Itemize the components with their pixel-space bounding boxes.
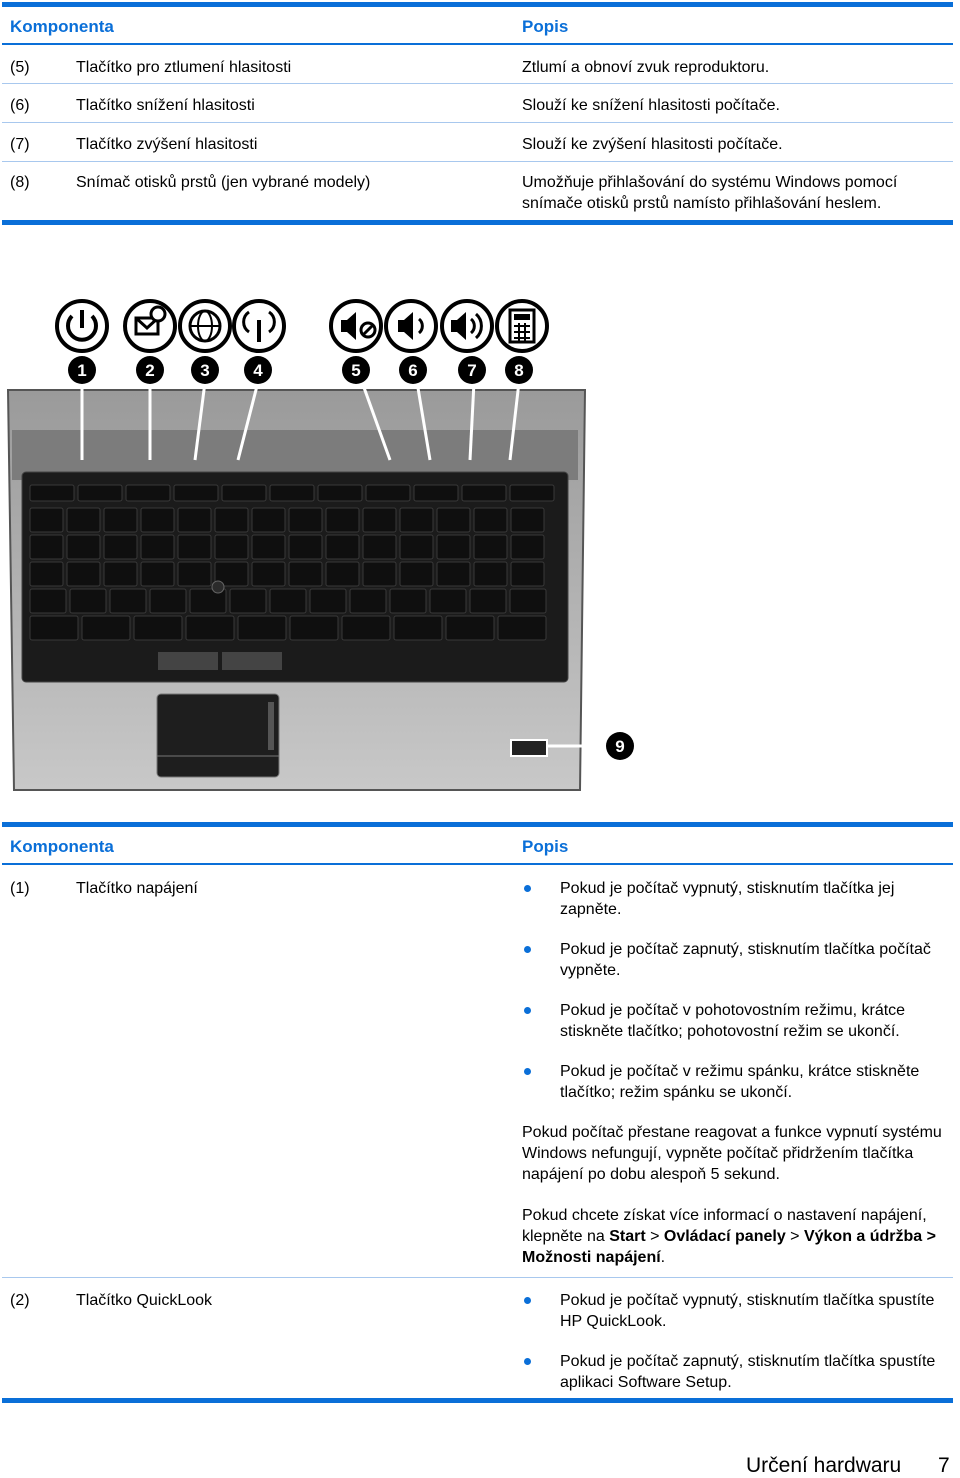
fingerprint-reader	[511, 740, 547, 756]
keyboard-key	[511, 508, 544, 532]
keyboard-key	[363, 562, 396, 586]
keyboard-key	[104, 562, 137, 586]
keyboard-key	[30, 508, 63, 532]
callout-number: 2	[145, 361, 155, 380]
component-table-top	[2, 2, 953, 225]
keyboard-key	[474, 535, 507, 559]
footer-page-number: 7	[938, 1454, 950, 1477]
keyboard-key	[510, 589, 546, 613]
keyboard-key	[470, 589, 506, 613]
row-number: (1)	[10, 880, 30, 897]
keyboard-key	[150, 589, 186, 613]
row-number: (6)	[10, 97, 30, 114]
callout-marker	[458, 356, 486, 384]
keyboard-key	[215, 535, 248, 559]
header-component: Komponenta	[10, 17, 114, 36]
callout-number: 3	[200, 361, 210, 380]
menu-path-start: Start	[609, 1228, 646, 1245]
callout-number: 1	[77, 361, 87, 380]
keyboard-key	[326, 535, 359, 559]
row-number: (7)	[10, 136, 30, 153]
keyboard-key	[326, 508, 359, 532]
keyboard-key	[342, 616, 390, 640]
row-component: Snímač otisků prstů (jen vybrané modely)	[76, 174, 371, 191]
keyboard-key	[437, 535, 470, 559]
callout-number: 7	[467, 361, 477, 380]
keyboard-key	[446, 616, 494, 640]
menu-path-control-panel: Ovládací panely	[663, 1228, 786, 1245]
keyboard-key	[104, 508, 137, 532]
callout-marker	[399, 356, 427, 384]
keyboard-key	[270, 589, 306, 613]
keyboard-key	[252, 508, 285, 532]
text: .	[660, 1249, 666, 1266]
table-row	[2, 45, 953, 84]
keyboard-key	[174, 485, 218, 501]
note-paragraph: Pokud počítač přestane reagovat a funkce vypnutí systému Windows nefungují, vypněte počítač přidržením tlačítka napájení po dobu alespoň 5 sekund.	[522, 1124, 942, 1183]
table-row	[2, 1278, 953, 1398]
list-item: Pokud je počítač vypnutý, stisknutím tlačítka jej zapněte.	[522, 878, 947, 920]
power-settings-paragraph	[522, 1205, 947, 1268]
callout-marker	[606, 732, 634, 760]
wireless-icon	[234, 301, 284, 351]
list-item: Pokud je počítač v pohotovostním režimu, krátce stiskněte tlačítko; pohotovostní režim se ukončí.	[522, 1000, 947, 1042]
callout-number: 4	[253, 361, 263, 380]
keyboard-key	[186, 616, 234, 640]
keyboard-key	[289, 562, 322, 586]
keyboard-key	[215, 508, 248, 532]
callout-marker	[136, 356, 164, 384]
callout-marker	[342, 356, 370, 384]
pointing-stick-button-right	[222, 652, 282, 670]
table-row	[2, 162, 953, 220]
keyboard-key	[30, 562, 63, 586]
keyboard-key	[363, 508, 396, 532]
keyboard-key	[252, 535, 285, 559]
keyboard-key	[30, 535, 63, 559]
touchpad-scroll-zone	[268, 702, 274, 750]
keyboard-key	[238, 616, 286, 640]
menu-path-separator: >	[645, 1228, 664, 1245]
row-description	[522, 878, 947, 1288]
menu-path-separator: >	[785, 1228, 804, 1245]
list-item: Pokud je počítač vypnutý, stisknutím tlačítka spustíte HP QuickLook.	[522, 1290, 947, 1332]
header-component: Komponenta	[10, 837, 114, 856]
row-number: (5)	[10, 59, 30, 76]
list-item: Pokud je počítač zapnutý, stisknutím tlačítka spustíte aplikaci Software Setup.	[522, 1351, 947, 1393]
table-row	[2, 123, 953, 162]
keyboard-key	[134, 616, 182, 640]
keyboard-key	[414, 485, 458, 501]
row-description: Umožňuje přihlašování do systému Windows pomocí snímače otisků prstů namísto přihlašování heslem.	[522, 174, 898, 212]
component-table-bottom	[2, 822, 953, 1403]
power-icon	[57, 301, 107, 351]
quicklook-icon	[125, 301, 175, 351]
keyboard-key	[178, 535, 211, 559]
callout-marker	[244, 356, 272, 384]
keyboard-key	[474, 508, 507, 532]
keyboard-key	[178, 562, 211, 586]
keyboard-key	[350, 589, 386, 613]
callout-marker	[191, 356, 219, 384]
keyboard-key	[498, 616, 546, 640]
keyboard-key	[400, 508, 433, 532]
row-number: (2)	[10, 1292, 30, 1309]
keyboard-key	[78, 485, 122, 501]
list-item: Pokud je počítač zapnutý, stisknutím tlačítka počítač vypněte.	[522, 939, 947, 981]
callout-number: 8	[514, 361, 524, 380]
text: Pokud chcete získat více informací o nastavení napájení, klepněte na	[522, 1207, 927, 1245]
keyboard-key	[400, 535, 433, 559]
keyboard-key	[363, 535, 396, 559]
row-description: Slouží ke zvýšení hlasitosti počítače.	[522, 136, 783, 153]
callout-number: 5	[351, 361, 361, 380]
keyboard-key	[270, 485, 314, 501]
keyboard-key	[289, 535, 322, 559]
volume-up-icon	[442, 301, 492, 351]
keyboard-key	[290, 616, 338, 640]
pointing-stick-button-left	[158, 652, 218, 670]
web-icon	[180, 301, 230, 351]
row-description: Ztlumí a obnoví zvuk reproduktoru.	[522, 59, 770, 76]
callout-marker	[68, 356, 96, 384]
keyboard-key	[510, 485, 554, 501]
keyboard-key	[230, 589, 266, 613]
keyboard-key	[394, 616, 442, 640]
menu-path-power-options: Možnosti napájení	[522, 1249, 661, 1266]
keyboard-key	[141, 562, 174, 586]
keyboard-key	[110, 589, 146, 613]
keyboard-key	[141, 535, 174, 559]
callout-number: 6	[408, 361, 418, 380]
row-component: Tlačítko QuickLook	[76, 1292, 213, 1309]
keyboard-key	[289, 508, 322, 532]
keyboard-key	[82, 616, 130, 640]
keyboard-key	[366, 485, 410, 501]
header-description: Popis	[522, 17, 569, 36]
keyboard-key	[30, 485, 74, 501]
laptop-top-view-figure	[0, 290, 960, 810]
keyboard-key	[430, 589, 466, 613]
keyboard-key	[141, 508, 174, 532]
keyboard-key	[437, 508, 470, 532]
keyboard-key	[67, 508, 100, 532]
row-component: Tlačítko zvýšení hlasitosti	[76, 136, 258, 153]
table-row	[2, 865, 953, 1278]
table-row	[2, 84, 953, 123]
keyboard-key	[318, 485, 362, 501]
keyboard-key	[104, 535, 137, 559]
callout-marker	[505, 356, 533, 384]
table-header	[2, 827, 953, 863]
keyboard-key	[390, 589, 426, 613]
pointing-stick	[212, 581, 224, 593]
header-description: Popis	[522, 837, 569, 856]
volume-down-icon	[386, 301, 436, 351]
row-description: Slouží ke snížení hlasitosti počítače.	[522, 97, 780, 114]
keyboard-key	[30, 616, 78, 640]
keyboard-key	[67, 535, 100, 559]
menu-path-performance: Výkon a údržba	[803, 1228, 923, 1245]
keyboard-key	[222, 485, 266, 501]
keyboard-key	[70, 589, 106, 613]
list-item: Pokud je počítač v režimu spánku, krátce stiskněte tlačítko; režim spánku se ukončí.	[522, 1061, 947, 1103]
row-component: Tlačítko snížení hlasitosti	[76, 97, 255, 114]
menu-path-separator: >	[922, 1228, 936, 1245]
keyboard-key	[252, 562, 285, 586]
mute-icon	[331, 301, 381, 351]
keyboard-key	[511, 535, 544, 559]
keyboard-key	[462, 485, 506, 501]
row-component: Tlačítko pro ztlumení hlasitosti	[76, 59, 292, 76]
keyboard-key	[474, 562, 507, 586]
calculator-icon	[497, 301, 547, 351]
table-bottom-rule	[2, 220, 953, 225]
keyboard-key	[67, 562, 100, 586]
row-component: Tlačítko napájení	[76, 880, 198, 897]
keyboard-key	[511, 562, 544, 586]
row-number: (8)	[10, 174, 30, 191]
touchpad	[157, 694, 279, 777]
keyboard-key	[437, 562, 470, 586]
keyboard-key	[126, 485, 170, 501]
keyboard-key	[30, 589, 66, 613]
footer-section-title: Určení hardwaru	[746, 1454, 902, 1477]
keyboard-key	[400, 562, 433, 586]
row-description	[522, 1290, 947, 1412]
keyboard-keys	[30, 485, 554, 640]
callout-number: 9	[615, 737, 625, 756]
table-header	[2, 7, 953, 43]
keyboard-key	[310, 589, 346, 613]
keyboard-key	[178, 508, 211, 532]
keyboard-key	[326, 562, 359, 586]
